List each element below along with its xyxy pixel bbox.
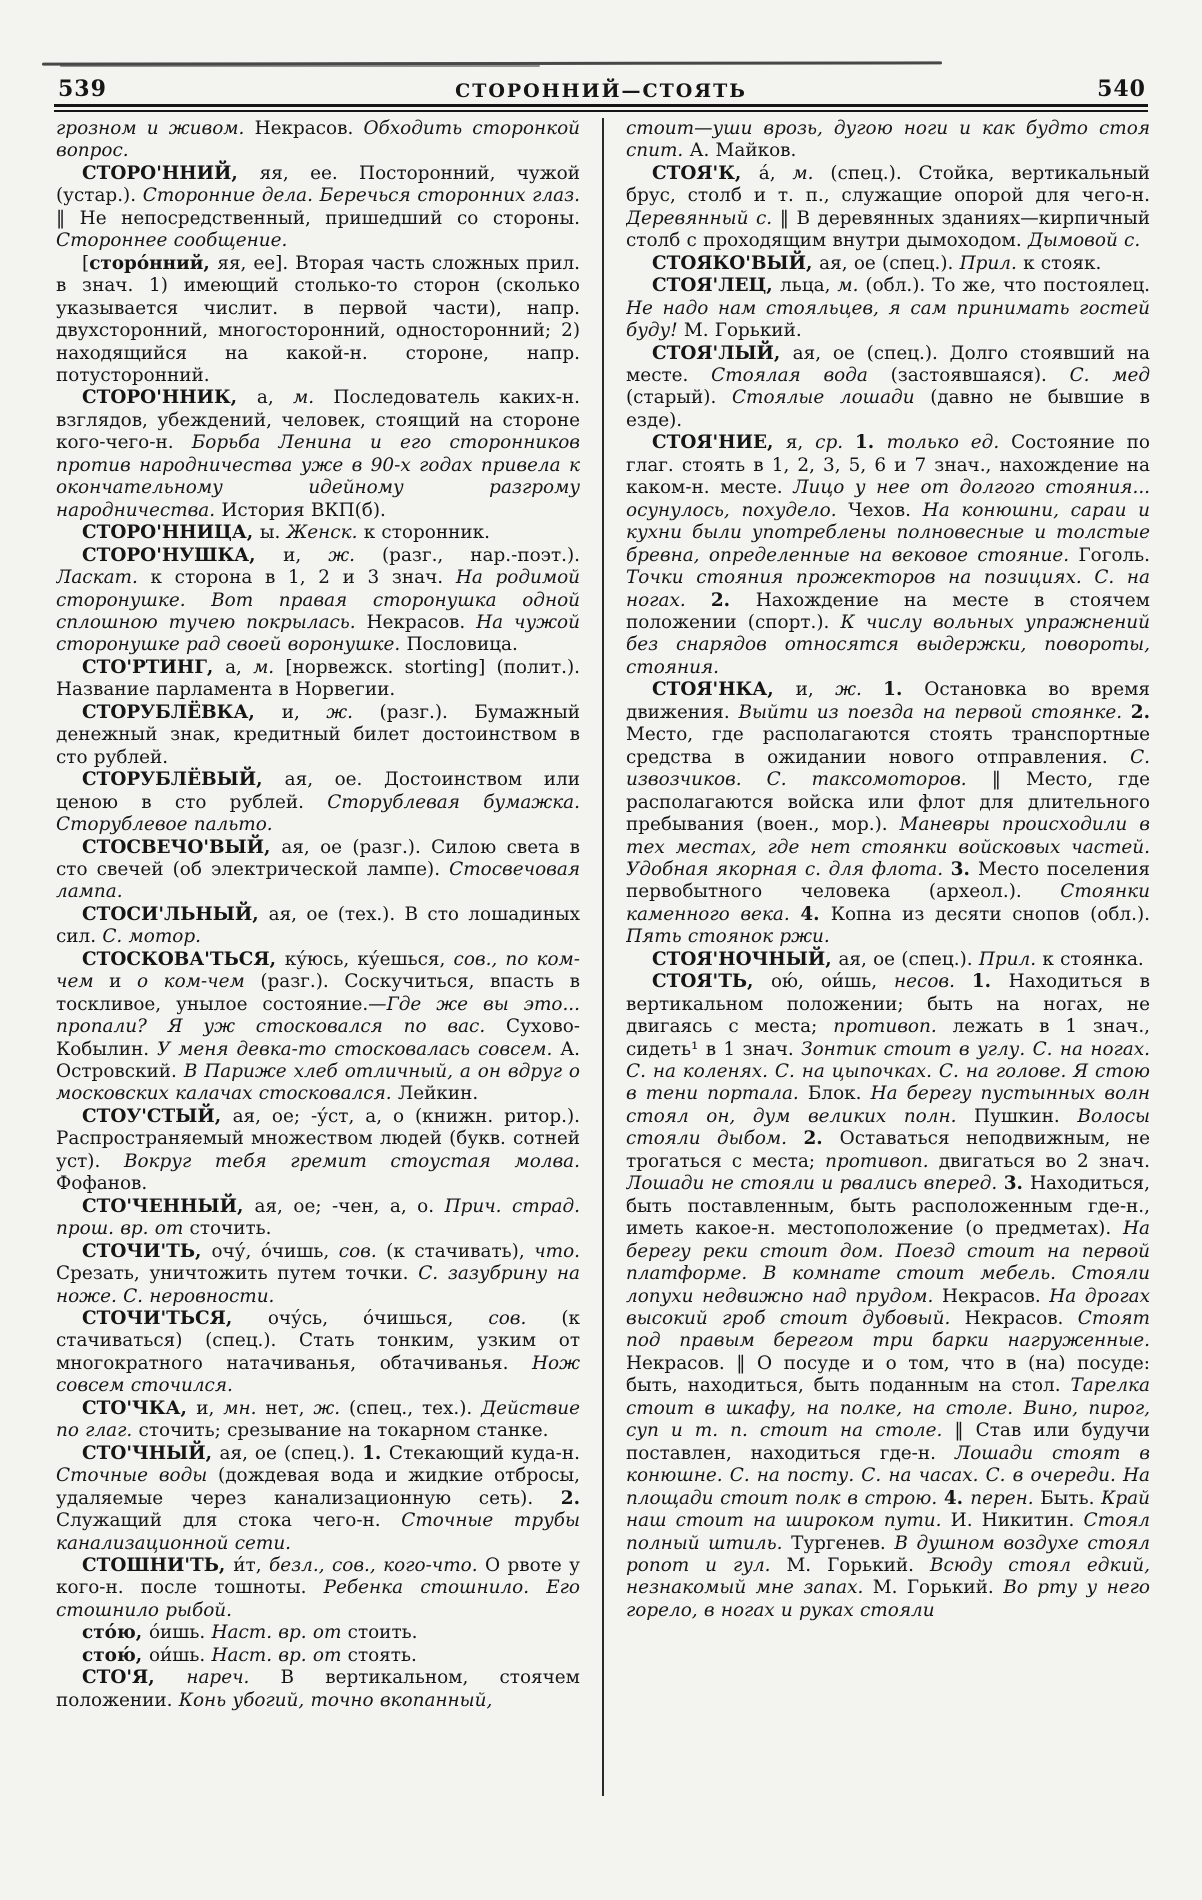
body-text: О рвоте у кого-н. после тошноты. bbox=[56, 1555, 580, 1599]
body-text: стоить. bbox=[347, 1622, 418, 1644]
headword-or-number: СТОЯ'К, bbox=[652, 162, 759, 184]
headword-or-number: стою́, bbox=[82, 1644, 149, 1666]
example-or-label: Ласкат. bbox=[56, 567, 151, 589]
headword-or-number: СТОЯ'НКА, bbox=[652, 679, 796, 701]
example-or-label: безл., сов., кого-что. bbox=[269, 1555, 485, 1576]
example-or-label: Выйти из поезда на первой стоянке. bbox=[738, 701, 1131, 723]
body-text: (разг.). Соскучиться, впасть в тоскливое, унылое состояние.— bbox=[56, 971, 580, 1015]
running-head: СТОРОННИЙ—СТОЯТЬ bbox=[455, 80, 747, 102]
scan-artifact bbox=[60, 65, 540, 67]
body-text: Пословица. bbox=[406, 634, 518, 656]
headword-or-number: СТОЯ'ЛЫЙ, bbox=[652, 342, 793, 364]
example-or-label: Борьба Ленина и его сторонников против народничества уже в 90-х годах привела к окончательному идейному разгрому народничества. bbox=[56, 432, 580, 521]
body-text: М. Горький. bbox=[683, 320, 802, 342]
example-or-label: С. мед bbox=[1069, 364, 1150, 386]
body-text: и, bbox=[795, 679, 836, 701]
headword-or-number: СТОСИ'ЛЬНЫЙ, bbox=[82, 903, 269, 925]
example-or-label: Край наш стоит на широком пути. bbox=[626, 1487, 1150, 1532]
body-text: ы. bbox=[259, 522, 287, 544]
example-or-label: Сточные воды bbox=[56, 1465, 219, 1487]
body-text: сточить. bbox=[189, 1218, 272, 1240]
headword-or-number: СТО'ЧНЫЙ, bbox=[82, 1442, 220, 1464]
example-or-label: Конь убогий, точно вкопанный, bbox=[178, 1689, 493, 1711]
body-text: М. Горький. bbox=[786, 1555, 930, 1576]
body-text: ‖ Не непосредственный, пришедший со стороны. bbox=[56, 207, 580, 229]
body-text: Фофанов. bbox=[56, 1173, 148, 1195]
body-text: ая, ое (спец.). Долго стоявший на месте. bbox=[626, 342, 1150, 386]
example-or-label: У меня девка-то стосковалась совсем. bbox=[156, 1038, 561, 1060]
example-or-label: Лошади не стояли и рвались вперед. bbox=[626, 1173, 1004, 1195]
body-text: и, bbox=[283, 544, 329, 566]
example-or-label: что. bbox=[534, 1240, 580, 1262]
dictionary-entry bbox=[56, 949, 580, 1106]
body-text: В вертикальном, стоячем положении. bbox=[56, 1667, 580, 1711]
example-or-label: о ком-чем bbox=[137, 971, 261, 993]
dictionary-entry bbox=[56, 702, 580, 769]
body-text: Лейкин. bbox=[397, 1083, 479, 1105]
example-or-label: Маневры происходили в тех местах, где нет стоянки войсковых частей. Удобная якорная с. для флота. bbox=[626, 814, 1150, 880]
body-text: (спец., тех.). bbox=[348, 1397, 482, 1419]
example-or-label: Сторонние дела. Беречься сторонних глаз. bbox=[142, 185, 580, 207]
dictionary-entry bbox=[56, 769, 580, 836]
body-text: Находиться, быть поставленным, быть расположенным где-н., иметь какое-н. местоположение (о предметах). bbox=[626, 1173, 1150, 1240]
example-or-label: Женск. bbox=[286, 522, 364, 544]
body-text: Находиться в вертикальном положении; быть на ногах, не двигаясь с места; bbox=[626, 971, 1150, 1038]
example-or-label: Лицо у нее от долгого стояния... осунулось, похудело. bbox=[626, 477, 1150, 521]
body-text: Быть. bbox=[1040, 1487, 1102, 1509]
example-or-label: С. мотор. bbox=[102, 926, 201, 948]
body-text: ая, ое (спец.). bbox=[219, 1442, 363, 1464]
dictionary-entry bbox=[56, 1622, 580, 1644]
headword-or-number: сто́ю, bbox=[82, 1622, 149, 1644]
dictionary-entry bbox=[56, 1241, 580, 1308]
body-text: Блок. bbox=[807, 1083, 871, 1105]
body-text: Некрасов. bbox=[964, 1308, 1078, 1330]
example-or-label: Прич. страд. прош. вр. от bbox=[56, 1195, 580, 1240]
body-text: я, bbox=[785, 432, 816, 454]
body-text: ‖ Место, где располагаются войска или флот для длительного пребывания (воен., мор.). bbox=[626, 769, 1150, 836]
body-text: нет, bbox=[265, 1397, 314, 1419]
body-text: Пушкин. bbox=[973, 1105, 1078, 1127]
body-text: Некрасов. ‖ О посуде и о том, что в (на) посуде: быть, находиться, быть поданным на стол. bbox=[626, 1352, 1150, 1397]
headword-or-number: 3. bbox=[950, 858, 978, 880]
body-text: Чехов. bbox=[848, 499, 923, 521]
column-right bbox=[626, 118, 1150, 1800]
dictionary-entry bbox=[56, 904, 580, 949]
example-or-label: Где же вы это... пропали? Я уж стосковался по вас. bbox=[56, 993, 580, 1038]
headword-or-number: СТОУ'СТЫЙ, bbox=[82, 1105, 233, 1127]
headword-or-number: СТОРО'ННИК, bbox=[82, 387, 257, 409]
dictionary-entry bbox=[626, 949, 1150, 971]
body-text: а, bbox=[225, 656, 254, 678]
dictionary-entry bbox=[56, 837, 580, 904]
example-or-label: сов. bbox=[338, 1240, 387, 1262]
example-or-label: На дрогах высокий гроб стоит дубовый. bbox=[626, 1285, 1150, 1330]
example-or-label: На берегу реки стоит дом. Поезд стоит на первой платформе. В комнате стоит мебель. Стояли лопухи недвижно над прудом. bbox=[626, 1218, 1150, 1307]
headword-or-number: СТОШНИ'ТЬ, bbox=[82, 1555, 234, 1576]
example-or-label: Вокруг тебя гремит стоустая молва. bbox=[123, 1150, 580, 1172]
example-or-label: Не надо нам стояльцев, я сам принимать гостей буду! bbox=[626, 297, 1150, 342]
body-text: яя, ее]. Вторая часть сложных прил. в знач. 1) имеющий столько-то сторон (сколько указывается числит. в первой части), напр. двухсторонний, многосторонний, односторонний; 2) находящийся на какой-н. стороне, напр. потусторонний. bbox=[56, 252, 580, 386]
headword-or-number: СТОСКОВА'ТЬСЯ, bbox=[82, 948, 285, 970]
body-text: ая, ое (тех.). В сто лошадиных сил. bbox=[56, 903, 580, 948]
headword-or-number: СТОЯ'НОЧНЫЙ, bbox=[652, 948, 839, 970]
body-text: ‖ Став или будучи поставлен, находиться где-н. bbox=[626, 1420, 1150, 1464]
example-or-label: м. bbox=[792, 162, 831, 184]
dictionary-entry bbox=[56, 253, 580, 388]
body-text: к сторона в 1, 2 и 3 знач. bbox=[150, 567, 456, 589]
dictionary-entry bbox=[626, 971, 1150, 1622]
body-text: [ bbox=[82, 252, 90, 274]
column-left bbox=[56, 118, 580, 1800]
body-text: Стекающий куда-н. bbox=[388, 1442, 580, 1464]
body-text: Срезать, уничтожить путем точки. bbox=[56, 1263, 419, 1285]
example-or-label: ср. bbox=[815, 432, 855, 454]
header-rule bbox=[54, 104, 1148, 112]
body-text: (к стачивать), bbox=[386, 1240, 535, 1262]
body-text: (застоявшаяся). bbox=[890, 364, 1070, 386]
dictionary-entry bbox=[56, 118, 580, 163]
dictionary-entry bbox=[56, 1667, 580, 1712]
page-number-left: 539 bbox=[58, 76, 107, 102]
body-text: (дождевая вода и жидкие отбросы, удаляемые через канализационную сеть). bbox=[56, 1465, 580, 1509]
dictionary-entry bbox=[626, 679, 1150, 948]
dictionary-entry bbox=[56, 545, 580, 657]
body-text: (обл.). То же, что постоялец. bbox=[865, 275, 1150, 297]
body-text: и́т, bbox=[233, 1555, 269, 1576]
example-or-label: Волосы стояли дыбом. bbox=[626, 1105, 1150, 1150]
example-or-label: ж. bbox=[326, 701, 380, 723]
body-text: ою́, ои́шь, bbox=[770, 971, 895, 993]
body-text: А. Майков. bbox=[689, 140, 797, 162]
body-text: (спец.). Стойка, вертикальный брус, столб и т. п., служащие опорой для чего-н. bbox=[626, 162, 1150, 207]
dictionary-entry bbox=[56, 522, 580, 544]
body-text: Служащий для стока чего-н. bbox=[56, 1510, 402, 1532]
headword-or-number: 2. bbox=[560, 1487, 580, 1509]
headword-or-number: сторо́нний, bbox=[89, 252, 218, 274]
body-text: (давно не бывшие в езде). bbox=[626, 387, 1150, 431]
headword-or-number: СТО'Я, bbox=[82, 1667, 187, 1689]
headword-or-number: 1. bbox=[362, 1442, 389, 1464]
headword-or-number: 1. bbox=[971, 971, 1009, 993]
body-text: Нахождение на месте в стоячем положении (спорт.). bbox=[626, 589, 1150, 633]
example-or-label: С. зазубрину на ноже. С. неровности. bbox=[56, 1263, 580, 1307]
headword-or-number: 3. bbox=[1003, 1173, 1031, 1195]
headword-or-number: 1. bbox=[883, 679, 925, 701]
body-text: а́, bbox=[758, 162, 793, 184]
example-or-label: На берегу пустынных волн стоял он, дум великих полн. bbox=[626, 1083, 1150, 1127]
example-or-label: м. bbox=[253, 656, 286, 678]
dictionary-entry bbox=[56, 387, 580, 522]
example-or-label: несов. bbox=[894, 971, 972, 993]
example-or-label: Действие по глаг. bbox=[56, 1397, 580, 1442]
example-or-label: На родимой сторонушке. Вот правая сторонушка одной сплошною тучею покрылась. bbox=[56, 567, 580, 633]
body-text: Состояние по глаг. стоять в 1, 2, 3, 5, 6 и 7 знач., нахождение на каком-н. месте. bbox=[626, 432, 1150, 499]
headword-or-number: 1. bbox=[854, 432, 887, 454]
headword-or-number: 2. bbox=[710, 589, 756, 611]
dictionary-entry bbox=[626, 253, 1150, 275]
body-text: ая, ое. Достоинством или ценою в сто рублей. bbox=[56, 769, 580, 813]
body-text: М. Горький. bbox=[872, 1577, 1004, 1599]
headword-or-number: 2. bbox=[803, 1128, 840, 1150]
body-text: И. Никитин. bbox=[950, 1510, 1084, 1532]
body-text: двигаться во 2 знач. bbox=[938, 1150, 1150, 1172]
example-or-label: К числу вольных упражнений без снарядов относятся выдержки, повороты, стояния. bbox=[626, 611, 1150, 678]
headword-or-number: СТО'РТИНГ, bbox=[82, 656, 226, 678]
example-or-label: Обходить сторонкой вопрос. bbox=[56, 118, 580, 162]
headword-or-number: СТОЯКО'ВЫЙ, bbox=[652, 252, 820, 274]
headword-or-number: СТОРУБЛЁВКА, bbox=[82, 701, 282, 723]
example-or-label: Стоялая вода bbox=[711, 364, 891, 386]
page-body bbox=[56, 118, 1150, 1800]
body-text: к стоянка. bbox=[1042, 948, 1144, 970]
body-text: Копна из десяти снопов (обл.). bbox=[830, 903, 1150, 925]
example-or-label: Деревянный с. bbox=[626, 207, 780, 229]
body-text: и bbox=[109, 971, 137, 993]
example-or-label: сов. bbox=[488, 1308, 562, 1330]
example-or-label: нареч. bbox=[186, 1667, 281, 1689]
example-or-label: На чужой сторонушке рад своей воронушке. bbox=[56, 611, 580, 656]
example-or-label: ж. bbox=[328, 544, 382, 566]
page-number-right: 540 bbox=[1097, 76, 1146, 102]
example-or-label: Стосвечовая лампа. bbox=[56, 858, 580, 903]
example-or-label: противоп. bbox=[825, 1150, 939, 1172]
example-or-label: стоит—уши врозь, дугою ноги и как будто стоя спит. bbox=[626, 118, 1150, 162]
body-text: Гоголь. bbox=[1078, 544, 1150, 566]
body-text: Сухово-Кобылин. bbox=[56, 1016, 580, 1060]
body-text: Последователь каких-н. взглядов, убеждений, человек, стоящий на стороне кого-чего-н. bbox=[56, 387, 580, 454]
example-or-label: сов., по ком-чем bbox=[56, 948, 580, 993]
body-text: и, bbox=[281, 701, 327, 723]
dictionary-entry bbox=[56, 1398, 580, 1443]
example-or-label: Ребенка стошнило. Его стошнило рыбой. bbox=[56, 1577, 580, 1621]
dictionary-entry bbox=[626, 432, 1150, 679]
example-or-label: Наст. вр. от bbox=[211, 1644, 348, 1666]
body-text: Оставаться неподвижным, не трогаться с места; bbox=[626, 1128, 1150, 1172]
example-or-label: С. извозчиков. С. таксомоторов. bbox=[626, 746, 1150, 791]
headword-or-number: 2. bbox=[1130, 701, 1150, 723]
dictionary-entry bbox=[626, 343, 1150, 433]
headword-or-number: СТОРО'ННИЙ, bbox=[82, 162, 260, 184]
body-text: к стояк. bbox=[1023, 252, 1102, 274]
dictionary-entry bbox=[626, 275, 1150, 342]
body-text: а, bbox=[256, 387, 294, 409]
example-or-label: только ед. bbox=[886, 432, 1012, 454]
body-text: (к стачиваться) (спец.). Стать тонким, узким от многократного натачиванья, обтачиванья. bbox=[56, 1308, 580, 1374]
dictionary-entry bbox=[626, 163, 1150, 253]
example-or-label: В Париже хлеб отличный, а он вдруг о московских калачах стосковался. bbox=[56, 1061, 580, 1105]
headword-or-number: СТОЧИ'ТЬ, bbox=[82, 1240, 212, 1262]
example-or-label: м. bbox=[837, 275, 866, 297]
headword-or-number: СТО'ЧЕННЫЙ, bbox=[82, 1195, 255, 1217]
dictionary-entry bbox=[56, 1555, 580, 1622]
example-or-label: Прил. bbox=[959, 252, 1024, 274]
body-text: ‖ В деревянных зданиях—кирпичный столб с проходящим внутри дымоходом. bbox=[626, 207, 1150, 252]
example-or-label: На конюшни, сараи и кухни были употреблены полновесные и толстые бревна, определенные на вековое стояние. bbox=[626, 499, 1150, 566]
body-text: (разг., нар.-поэт.). bbox=[382, 544, 580, 566]
example-or-label: перен. bbox=[970, 1487, 1041, 1509]
body-text: очу́сь, о́чишься, bbox=[267, 1308, 489, 1330]
example-or-label: Зонтик стоит в углу. С. на ногах. С. на коленях. С. на цыпочках. С. на голове. Я стою в тени портала. bbox=[626, 1038, 1150, 1105]
dictionary-entry bbox=[56, 657, 580, 702]
example-or-label: Стоял полный штиль. bbox=[626, 1510, 1150, 1554]
example-or-label: Дымовой с. bbox=[1027, 230, 1141, 252]
dictionary-entry bbox=[626, 118, 1150, 163]
example-or-label: противоп. bbox=[833, 1016, 953, 1038]
body-text: [норвежск. storting] (полит.). Название парламента в Норвегии. bbox=[56, 656, 580, 701]
dictionary-entry bbox=[56, 1443, 580, 1555]
example-or-label: Точки стояния прожекторов на позициях. С. на ногах. bbox=[626, 567, 1150, 611]
headword-or-number: СТОРО'НУШКА, bbox=[82, 544, 284, 566]
body-text: ая, ое; -чен, а, о. bbox=[254, 1195, 445, 1217]
example-or-label: Лошади стоят в конюшне. С. на посту. С. на часах. С. в очереди. На площади стоит полк в строю. bbox=[626, 1442, 1150, 1509]
example-or-label: Наст. вр. от bbox=[211, 1622, 348, 1644]
example-or-label: Сточные трубы канализационной сети. bbox=[56, 1510, 580, 1554]
example-or-label: мн. bbox=[223, 1397, 266, 1419]
body-text: ая, ое; -у́ст, а, о (книжн. ритор.). Распространяемый множеством людей (букв. сотней уст). bbox=[56, 1105, 580, 1172]
dictionary-entry bbox=[56, 1106, 580, 1196]
body-text: ая, ое (разг.). Силою света в сто свечей (об электрической лампе). bbox=[56, 836, 580, 880]
example-or-label: Прил. bbox=[978, 948, 1043, 970]
example-or-label: Стоят под правым берегом три барки нагруженные. bbox=[626, 1308, 1150, 1352]
body-text: Некрасов. bbox=[941, 1285, 1050, 1307]
example-or-label: Стоянки каменного века. bbox=[626, 881, 1150, 925]
body-text: к сторонник. bbox=[363, 522, 490, 544]
body-text: История ВКП(б). bbox=[221, 499, 386, 521]
dictionary-entry bbox=[56, 163, 580, 253]
headword-or-number: 4. bbox=[943, 1487, 971, 1509]
body-text: и, bbox=[196, 1397, 224, 1419]
body-text: Тургенев. bbox=[791, 1532, 895, 1554]
body-text: Место, где располагаются стоять транспортные средства в ожидании нового отправления. bbox=[626, 724, 1150, 768]
example-or-label: Пять стоянок ржи. bbox=[626, 926, 830, 948]
body-text: о́ишь. bbox=[148, 1622, 212, 1644]
body-text: Место поселения первобытного человека (археол.). bbox=[626, 858, 1150, 903]
body-text: яя, ее. Посторонний, чужой (устар.). bbox=[56, 162, 580, 207]
body-text: очу́, о́чишь, bbox=[211, 1240, 339, 1262]
body-text: сточить; срезывание на токарном станке. bbox=[138, 1420, 549, 1442]
example-or-label: ж. bbox=[835, 679, 884, 701]
body-text: ая, ое (спец.). bbox=[838, 948, 979, 970]
headword-or-number: СТОЧИ'ТЬСЯ, bbox=[82, 1308, 268, 1330]
body-text: ои́шь. bbox=[148, 1644, 212, 1666]
dictionary-entry bbox=[56, 1308, 580, 1398]
body-text: ку́юсь, ку́ешься, bbox=[284, 948, 454, 970]
body-text: льца, bbox=[780, 275, 838, 297]
example-or-label: ж. bbox=[313, 1397, 349, 1419]
body-text: Остановка во время движения. bbox=[626, 679, 1150, 723]
example-or-label: Стоялые лошади bbox=[731, 387, 931, 409]
body-text: лежать в 1 знач., сидеть¹ в 1 знач. bbox=[626, 1016, 1150, 1060]
headword-or-number: СТО'ЧКА, bbox=[82, 1397, 197, 1419]
headword-or-number: СТОРУБЛЁВЫЙ, bbox=[82, 769, 285, 791]
headword-or-number: СТОЯ'НИЕ, bbox=[652, 432, 786, 454]
example-or-label: грозном и живом. bbox=[56, 118, 255, 139]
body-text: Некрасов. bbox=[254, 118, 364, 139]
example-or-label: Стороннее сообщение. bbox=[56, 230, 288, 252]
headword-or-number: 4. bbox=[800, 903, 831, 925]
headword-or-number: СТОЯ'ЛЕЦ, bbox=[652, 275, 781, 297]
headword-or-number: СТОРО'ННИЦА, bbox=[82, 522, 260, 544]
headword-or-number: СТОЯ'ТЬ, bbox=[652, 971, 771, 993]
body-text: (разг.). Бумажный денежный знак, кредитный билет достоинством в сто рублей. bbox=[56, 701, 580, 768]
body-text: (старый). bbox=[626, 387, 732, 409]
body-text: стоять. bbox=[347, 1644, 417, 1666]
body-text: А. Островский. bbox=[56, 1038, 580, 1083]
example-or-label: Сторублевая бумажка. Сторублевое пальто. bbox=[56, 791, 580, 836]
example-or-label: Во рту у него горело, в ногах и руках стояли bbox=[626, 1577, 1150, 1621]
dictionary-entry bbox=[56, 1645, 580, 1667]
example-or-label: Нож совсем сточился. bbox=[56, 1352, 580, 1397]
example-or-label: В душном воздухе стоял ропот и гул. bbox=[626, 1532, 1150, 1576]
example-or-label: Всюду стоял едкий, незнакомый мне запах. bbox=[626, 1555, 1150, 1599]
body-text: ая, ое (спец.). bbox=[819, 252, 960, 274]
body-text: Некрасов. bbox=[366, 611, 477, 633]
dictionary-entry bbox=[56, 1196, 580, 1241]
headword-or-number: СТОСВЕЧО'ВЫЙ, bbox=[82, 836, 282, 858]
example-or-label: Тарелка стоит в шкафу, на полке, на столе. Вино, пирог, суп и т. п. стоит на столе. bbox=[626, 1375, 1150, 1442]
example-or-label: м. bbox=[293, 387, 334, 409]
